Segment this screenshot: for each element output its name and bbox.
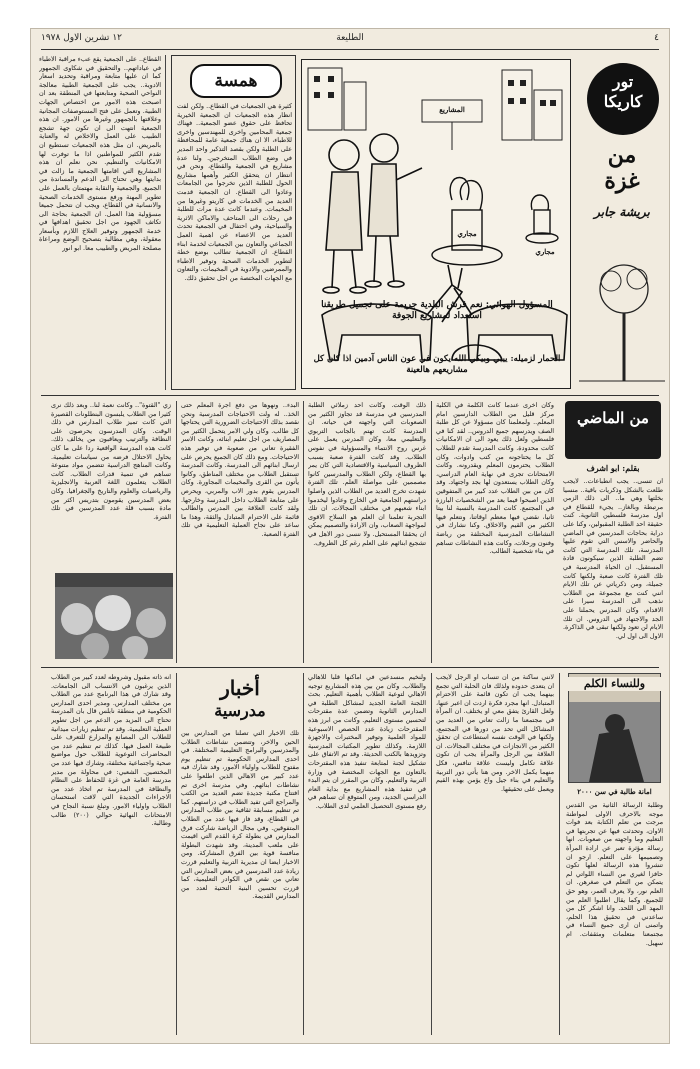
lower-rule <box>41 667 659 668</box>
akhbar-text: تلك الاخبار التي تصلنا من المدارس بين الحين والاخر، وتتضمن نشاطات الطلاب والمدرسين والبرامج التعليمية المختلفة. في احدى المدارس الحكومية تم تنظيم يوم مفتوح للطلاب واولياء الامور، وقد شارك فيه عدد كبير من الاهالي الذين اطلعوا على نشاطات ابنائهم. وفي مدرسة اخرى تم افتتاح مكتبة جديدة تضم العديد من الكتب والمراجع التي تفيد الطلاب في دراستهم. كما تم تنظيم مسابقة ثقافية بين طلاب المدارس في القطاع، وقد فاز فيها عدد من الطلاب المتفوقين. وفي مجال الرياضة شاركت فرق المدارس في بطولة كرة القدم التي اقيمت على ملعب المدينة، وقد شهدت البطولة منافسة قوية بين الفرق المشاركة. ومن الاخبار ايضا ان مديرية التربية والتعليم قررت زيادة عدد المدرسين في بعض المدارس التي تعاني من نقص في الكوادر التعليمية، كما قررت تحسين البنية التحتية لعدد من المدارس القديمة. <box>181 729 299 901</box>
cartoon-title-2: كاريكا <box>603 92 643 111</box>
cartoon-label-flowers: مجاري <box>535 247 555 256</box>
column-divider <box>431 673 432 1035</box>
mid-col-3-text: البدء.. ونهوها من دفع اجرة المعلم حتى الخذ.. له ولت الاحتياجات المدرسية ونحن نقصد بذلك الاحتياجات الضرورية التي يحتاجها كل طالب. وكان ولي الامر يتحمل الكثير من المصاريف من اجل تعليم ابنائه، وكانت الاسر الفقيرة تعاني من صعوبة في توفير هذه الاحتياجات. ومع ذلك كان الجميع يحرص على ارسال ابنائهم الى المدرسة. وكانت المدرسة تستقبل الطلاب من مختلف المناطق، وكانوا يأتون من القرى والمخيمات المجاورة. وكان المدرس يقوم بدور الاب والمربي، ويحرص على متابعة الطلاب داخل المدرسة وخارجها. ولقد كانت العلاقة بين المدرس والطالب قائمة على الاحترام المتبادل والثقة، وهذا ما ساعد على نجاح العملية التعليمية في تلك الفترة الصعبة. <box>181 401 299 538</box>
hamsa-title: همسة <box>190 64 282 98</box>
column-divider <box>303 673 304 1035</box>
bottom-col-4-text: لانني ساكنة من ان تنساب او الرجل لايجب ان يتعدى حدوده ولذلك فان الحلبة التي تجمع بينهما يجب ان تكون قائمة على الاحترام المتبادل. انها مجرد فكرة اردت ان اعبر عنها، ولعل القارئ يتفق معي او يختلف. ان المرأة في مجتمعنا ما زالت تعاني من العديد من المشاكل التي تحد من دورها في المجتمع، ولكنها في الوقت نفسه استطاعت ان تحقق الكثير من الانجازات في مختلف المجالات. ان العلاقة بين الرجل والمرأة يجب ان تكون علاقة تكامل وليست علاقة تنافس، فكل منهما يكمل الاخر. ومن هنا يأتي دور التربية والتعليم في بناء جيل واع يؤمن بهذه القيم ويعمل على تحقيقها. <box>436 673 554 793</box>
akhbar-box <box>181 673 299 1035</box>
school-children-photo <box>55 573 173 659</box>
cartoon-panel <box>301 59 571 389</box>
min-al-madi-title: من الماضي <box>577 409 649 427</box>
mid-col-4-text: زي "القتوة".. وكانت نعمة لنا.. وبعد ذلك نرى كثيرا من الطلاب يلبسون البنطلونات القصيرة التي كانت تميز طلاب المدارس في ذلك الوقت. وكان المدرسون يحرصون على النظافة والترتيب ويعاقبون من يخالف ذلك. كانت هذه المدرسة الواقعية ردا على ما كان يحاول الاحتلال فرضه من سياسات تعليمية. وكانت المناهج الدراسية تتضمن مواد متنوعة تساهم في تنمية قدرات الطلاب. كانت الطلاب يتعلمون اللغة العربية والانجليزية والرياضيات والعلوم والتاريخ والجغرافيا. وكان بعض المدرسين يقومون بتدريس اكثر من مادة بسبب قلة عدد المدرسين في تلك الفترة. <box>51 401 171 521</box>
cartoon-caption-2: الحمار لزميله: ييبي وبيكي الله يكون في عون الناس آدمين اذا كان كل مشاريعهم هالعينة <box>313 354 561 375</box>
mid-col-2-text: ذلك الوقت. وكانت احد زملائي الطلبة المدرسين في مدرسة قد تجاوز الكثير من الصعوبات التي واجهته في حياته. ان المدرسة كانت تهتم بالجانب التربوي والتعليمي معا، وكان المدرس يعمل على غرس روح الانتماء والمسؤولية في نفوس الطلاب. وقد كانت الفترة صعبة بسبب الظروف السياسية والاقتصادية التي كان يمر بها القطاع، ولكن الطلاب والمدرسين كانوا مصممين على مواصلة العلم. تلك الفترة شهدت تخرج العديد من الطلاب الذين واصلوا دراستهم الجامعية في الخارج وعادوا ليخدموا ابناء شعبهم في مختلف المجالات. ان تلك التجربة تعلمنا ان العلم هو السلاح الاقوى لمواجهة الصعاب، وان الارادة والتصميم يمكن ان يحققا المستحيل. ولا ننسى دور الاهل في تشجيع ابنائهم على العلم رغم كل الظروف. <box>308 401 426 547</box>
column-divider <box>559 673 560 1035</box>
column-divider <box>165 55 166 390</box>
mid-rule <box>41 395 659 396</box>
bottom-col-3 <box>308 673 426 1035</box>
bottom-col-3-text: ولنخيم منسدعين في اماكنها قلبا للاهالي والطلاب. وكان من بين هذه المشاريع توجيه الاهالي لتوعية الطلاب بأهمية التعليم. بحث اللجنة العامة الجديد لمشاكل الطلبة في المدارس الثانوية وتضمن عدة مقترحات لتحسين مستوى التعليم. وكانت من ابرز هذه المقترحات زيادة عدد الحصص الاسبوعية للمواد العلمية وتوفير المختبرات والاجهزة اللازمة. وكذلك تطوير المكتبات المدرسية وتزويدها بالكتب الحديثة. وقد تم الاتفاق على تشكيل لجنة لمتابعة تنفيذ هذه المقترحات بالتعاون مع الجهات المختصة في وزارة التربية والتعليم. وكان من المقرر ان يتم البدء في تنفيذ هذه المشاريع مع بداية العام الدراسي الجديد، ومن المتوقع ان تساهم في رفع مستوى التحصيل العلمي لدى الطلاب. <box>308 673 426 810</box>
bottom-col-2-text: انه ذاته مقبول وشروطه لعدد كبير من الطلاب الذين يرغبون في الانتساب الى الجامعات. وقد شارك في هذا البرنامج عدد من الطلاب من مختلف المدارس. ومدير احدى المدارس الحكومية في منطقة نابلس قال بان المدرسة تحتاج الى المزيد من الدعم من اجل تطوير العملية التعليمية. وقد تم تنظيم زيارات ميدانية للطلاب الى المصانع والمزارع للتعرف على طبيعة العمل فيها. كذلك تم تنظيم عدد من المحاضرات التوعوية للطلاب حول مواضيع صحية واجتماعية مختلفة، وشارك فيها عدد من المختصين. الشعبي: في محاولة من مدير مدرسة العامة في غزة للحفاظ على النظام والنظافة في المدرسة تم اتخاذ عدد من الاجراءات الجديدة التي لاقت استحسان الطلاب واولياء الامور. وتبلغ نسبة النجاح في الامتحانات النهائية حوالي (٢٠٠) طالب وطالبة. <box>51 673 171 828</box>
wa-lil-nisa-text: وطلبة الرسالة الثانية من القدس موجه بالاحرف الاولى لمواطنة مرجت من تعلم الكتابة بعد فوات الاوان، وتحدثت فيها عن تجربتها في التعليم وما واجهته من صعوبات. انها رسالة مؤثرة تعبر عن ارادة المرأة وتصميمها على التعلم. ارجو ان تنشروا هذه الرسالة لعلها تكون حافزا لغيري من النساء اللواتي لم يتمكن من التعلم في صغرهن. ان العلم نور، ولا يعرف العمر، وهو حق للجميع. وكما يقال اطلبوا العلم من المهد الى اللحد. وانا اشكر كل من ساعدني في تحقيق هذا الحلم، واتمنى ان ارى جميع النساء في مجتمعنا متعلمات ومثقفات. ام سهيل. <box>566 801 663 947</box>
min-al-madi-text: ان تنسى.. يجب انطباعات.. لايجب طلعت بالشكل وذكريات باقية.. منسيا بخلتها وهي ما.. الى ذلك الزمن مرتبطة وبالغاز.. يجيء للقطاع في اول مدرسة فلسطين الثانوية. كنت حقيقة احد الطلبة المقبولين، وكنا على دراية بحاجات المدرسين في الماضي والحاضر والاسس التي تقوم عليها المدرسة، تلك المدرسة التي كانت تضم الطلبة الذين سيكونون قادة المستقبل. ان الحياة المدرسية في تلك الفترة كانت صعبة ولكنها كانت جميلة، ومن ذكرياتي عن تلك الايام انني كنت مع مجموعة من الطلاب نذهب الى المدرسة سيرا على الاقدام، وكان المدرس يحملنا على الجد والاجتهاد في الدروس. ان تلك الايام لن تعود ولكنها تبقى في الذاكرة. الاول الى اول لي. <box>563 477 663 640</box>
cartoon-label-fountain: مجاري <box>457 229 477 238</box>
column-divider <box>176 673 177 1035</box>
hamsa-box <box>171 55 296 390</box>
wa-lil-nisa-subtitle: امانة طالبة في سن ٢٠٠٠ <box>577 787 652 796</box>
bottom-col-4 <box>436 673 554 1035</box>
mid-col-1 <box>436 401 554 663</box>
cartoon-title-block <box>579 59 665 259</box>
akhbar-title-2: مدرسية <box>214 701 266 720</box>
column-divider <box>176 401 177 663</box>
wa-lil-nisa-box <box>564 673 665 1035</box>
bottom-col-2 <box>51 673 171 993</box>
cartoon-label-project: المشاريع <box>439 105 465 114</box>
wa-lil-nisa-title: وللنساء الكلم <box>568 677 661 691</box>
cartoon-tree <box>579 261 665 389</box>
mid-col-2 <box>308 401 426 663</box>
page-header <box>41 33 659 47</box>
newspaper-name: الطليعة <box>336 33 364 43</box>
min-al-madi-column <box>563 477 663 661</box>
wa-lil-nisa-column <box>566 801 663 1033</box>
cartoon-title-3: من <box>607 142 637 168</box>
mid-col-1-text: وكان اخرى عندما كانت الكلمة في الكلية مركز قليل من الطلاب الدارسين امام المعلم.. ولمعلمنا كان مسؤولا عن كل طلبة الصف ويدرسهم جميع الدروس.. لقد كنا في فلسطين ولعل ذلك يعود الى ان الامكانيات كانت محدودة. وكانت المدرسة تقدم للطلاب كل ما يحتاجونه من كتب وادوات، وكان الطلاب يحترمون المعلم ويقدرونه. وكانت الامتحانات تجرى في نهاية العام الدراسي، وكان الطلاب يستعدون لها بجد واجتهاد. وقد كان من بين الطلاب عدد كبير من المتفوقين الذين اصبحوا فيما بعد من الشخصيات البارزة في المجتمع. كانت المدرسة بالنسبة لنا بيتا ثانيا، نقضي فيها معظم اوقاتنا، ونتعلم فيها الكثير من القيم والاخلاق. وكنا نشارك في النشاطات المدرسية المختلفة من رياضة وفنون ورحلات، وكانت هذه النشاطات تساهم في بناء شخصية الطالب. <box>436 401 554 556</box>
photo-graphic <box>55 573 173 659</box>
akhbar-column <box>181 729 299 1033</box>
cartoon-artist: بريشة جابر <box>594 205 650 219</box>
newspaper-page <box>30 28 670 1044</box>
page-number: ٤ <box>654 33 659 43</box>
min-al-madi-box <box>561 401 665 663</box>
cartoon-title-4: غزة <box>604 168 640 194</box>
column-divider <box>303 401 304 663</box>
header-rule <box>41 49 659 50</box>
right-top-text: القطاع.. على الجمعية يقع عبء مراقبة الاطباء في عياداتهم.. والتحقيق في شكاوى الجمهور كما ان عليها متابعة ومراقبة وتحديد اسعار الادوية.. يجب على الجمعية الطبية معالجة النواحي الصحية ومتابعتها في المنطقة بعد ان اصبحت هذه الامور من اختصاص الجهات الطبية. وتعمل على فتح المستوصفات المجانية وعلاقتها بالجمهور وغيرها من الامور. ان هذه الجمعية انتهت الى ان تكون جهة تشجع الطبيب على العمل والاخلاص له والعناية بالمريض. ان مثل هذه الجمعيات تستطيع ان تقدم الكثير للمواطنين اذا ما توفرت لها الامكانيات والتنظيم. نحن نعلم ان هذه المشاريع التي اقامتها الجمعية ما زالت في بدايتها وهي تحتاج الى الدعم والمساندة من الجميع. والجمعية والنقابة مهتمتان بالعمل على تطوير المهنة ورفع مستوى الخدمات الصحية والانسانية في القطاع، ويجب ان نتحمل جميعا مسؤولية هذا العمل. ان الجمعية بحاجة الى تكاتف الجهود من اجل تحقيق اهدافها في خدمة الجمهور وتوفير العلاج اللازم وبأسعار معقولة، وهي مطالبة بتصحيح الوضع ومراعاة مصلحة المريض والطبيب معا. ابو انور <box>39 55 161 253</box>
mid-col-4 <box>51 401 171 569</box>
issue-date: ١٢ تشرين الاول ١٩٧٨ <box>41 33 122 43</box>
hamsa-column <box>177 102 292 387</box>
hamsa-text: كثيرة هي الجمعيات في القطاع.. ولكن لفت انظار هذه الجمعيات ان الجمعية الخيرية تحافظ على حقوق عضو الجمعية.. فهناك جمعية المحامين واخرى للمهندسين واخرى للاطباء، الا ان هناك جمعية عامة للمحافظة على الطلبة ولكن بقصد التذكير واحد المدير في وضع الطلاب المتخرجين. ولنا عدة مشاريع في الجمعية والقطاع، ونحن في انتظار ان يتحقق الكثير وأهمها مشاريع الحول للطلبة الذين تخرجوا من الجامعات وعادوا الى القطاع. ان الجمعية قدمت العديد من الخدمات في كاريتو وغيرها من المخيمات. وعندما كانت عدة مرات للطلبة في رحلات الى المتاحف والاماكن الاثرية والسياحية، وفي احتفال في الجمعية تحدث العديد من الاعضاء عن اهمية العمل الجماعي والتعاون بين الجمعيات لخدمة ابناء القطاع. ان الجمعية تطالب بوضع خطة لتطوير الخدمات الصحية وتوفير الاطباء والممرضين والادوية في المخيمات، والتعاون مع الجهات المختصة من اجل تحقيق ذلك. <box>177 102 292 282</box>
mid-col-3 <box>181 401 299 663</box>
column-divider <box>431 401 432 663</box>
right-top-column <box>39 55 161 390</box>
cartoon-title-1: تور <box>612 72 634 91</box>
cartoon-caption-1: المسؤول الهوائي: نعم فرش البلدية جريمة على تجميل طريقنا استعداد لمشاريع الجوفة <box>321 300 553 321</box>
min-al-madi-author: بقلم: ابو اشرف <box>586 463 640 473</box>
akhbar-title-1: أخبار <box>220 676 260 700</box>
